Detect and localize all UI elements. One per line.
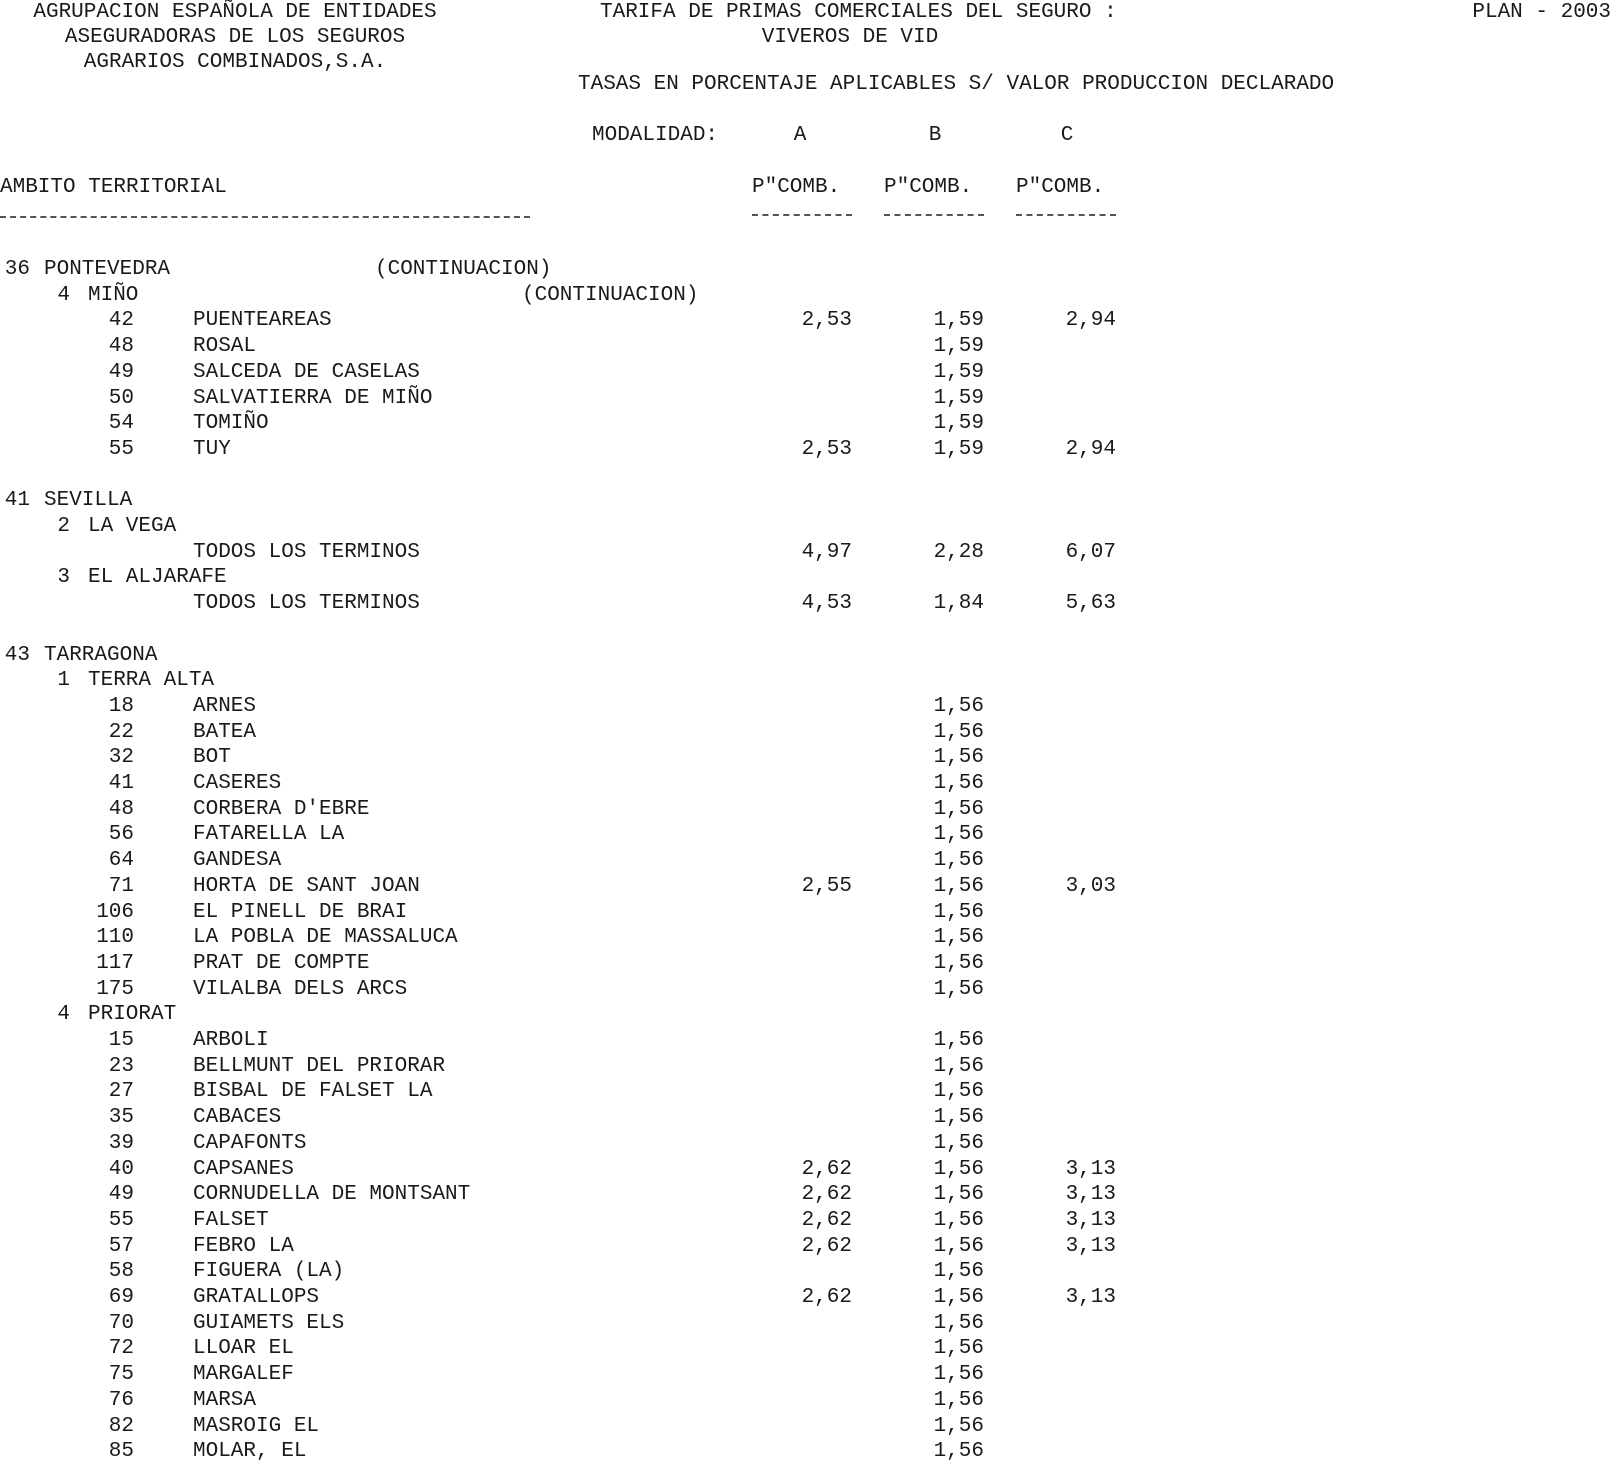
- rate-b: 1,56: [933, 695, 984, 718]
- modalidad-a: A: [793, 124, 807, 147]
- term-code: 35: [108, 1106, 134, 1129]
- term-code: 71: [108, 875, 134, 898]
- term-code: 49: [108, 361, 134, 384]
- term-name: FALSET: [193, 1209, 269, 1232]
- term-code: 55: [108, 1209, 134, 1232]
- term-code: 23: [108, 1055, 134, 1078]
- term-name: CASERES: [193, 772, 282, 795]
- rate-b: 1,56: [933, 849, 984, 872]
- term-name: ROSAL: [193, 335, 257, 358]
- rate-b: 1,56: [933, 1337, 984, 1360]
- rate-a: 2,62: [801, 1286, 852, 1309]
- term-code: 32: [108, 746, 134, 769]
- comarca-name: LA VEGA: [88, 515, 177, 538]
- term-code: 75: [108, 1363, 134, 1386]
- term-name: BISBAL DE FALSET LA: [193, 1080, 433, 1103]
- rate-b: 1,56: [933, 952, 984, 975]
- term-code: 117: [96, 952, 134, 975]
- rate-b: 1,56: [933, 875, 984, 898]
- rate-b: 1,59: [933, 361, 984, 384]
- term-code: 48: [108, 335, 134, 358]
- term-name: TODOS LOS TERMINOS: [193, 541, 420, 564]
- rate-a: 2,62: [801, 1235, 852, 1258]
- rate-a: 2,62: [801, 1209, 852, 1232]
- rate-c: 3,13: [1065, 1158, 1116, 1181]
- tariff-crop: VIVEROS DE VID: [761, 26, 939, 49]
- rate-c: 2,94: [1065, 309, 1116, 332]
- plan-year: PLAN - 2003: [1472, 1, 1611, 24]
- term-name: LLOAR EL: [193, 1337, 294, 1360]
- rate-a: 4,53: [801, 592, 852, 615]
- rate-b: 1,56: [933, 978, 984, 1001]
- term-code: 64: [108, 849, 134, 872]
- comarca-name: MIÑO: [88, 284, 139, 307]
- continuation-note: (CONTINUACION): [375, 258, 552, 281]
- term-code: 56: [108, 823, 134, 846]
- province-code: 36: [4, 258, 30, 281]
- rate-c: 6,07: [1065, 541, 1116, 564]
- rate-b: 1,56: [933, 901, 984, 924]
- term-code: 41: [108, 772, 134, 795]
- comarca-name: EL ALJARAFE: [88, 566, 227, 589]
- term-code: 50: [108, 387, 134, 410]
- rate-c: 2,94: [1065, 438, 1116, 461]
- rate-a: 2,53: [801, 438, 852, 461]
- province-code: 43: [4, 644, 30, 667]
- term-code: 70: [108, 1312, 134, 1335]
- rate-b: 1,56: [933, 823, 984, 846]
- ambito-territorial-header: AMBITO TERRITORIAL: [0, 176, 227, 199]
- rate-b: 1,56: [933, 1209, 984, 1232]
- term-name: BOT: [193, 746, 231, 769]
- rate-b: 1,59: [933, 309, 984, 332]
- term-code: 69: [108, 1286, 134, 1309]
- province-name: TARRAGONA: [44, 644, 158, 667]
- term-name: MARGALEF: [193, 1363, 294, 1386]
- rate-b: 1,56: [933, 1286, 984, 1309]
- term-name: FIGUERA (LA): [193, 1260, 345, 1283]
- term-name: BATEA: [193, 721, 257, 744]
- term-name: FEBRO LA: [193, 1235, 294, 1258]
- rate-a: 2,55: [801, 875, 852, 898]
- comarca-name: TERRA ALTA: [88, 669, 215, 692]
- term-name: SALCEDA DE CASELAS: [193, 361, 420, 384]
- rate-b: 1,59: [933, 387, 984, 410]
- term-name: CAPAFONTS: [193, 1132, 307, 1155]
- rate-b: 1,56: [933, 1080, 984, 1103]
- term-name: EL PINELL DE BRAI: [193, 901, 408, 924]
- term-name: SALVATIERRA DE MIÑO: [193, 387, 433, 410]
- term-name: CORNUDELLA DE MONTSANT: [193, 1183, 471, 1206]
- term-name: PUENTEAREAS: [193, 309, 332, 332]
- term-name: MARSA: [193, 1389, 257, 1412]
- term-name: MASROIG EL: [193, 1415, 320, 1438]
- rate-b: 1,56: [933, 721, 984, 744]
- rate-b: 1,56: [933, 1183, 984, 1206]
- term-name: TOMIÑO: [193, 412, 269, 435]
- rate-a: 2,53: [801, 309, 852, 332]
- province-code: 41: [4, 489, 30, 512]
- term-name: TUY: [193, 438, 231, 461]
- term-code: 55: [108, 438, 134, 461]
- modalidad-b: B: [928, 124, 942, 147]
- modalidad-label: MODALIDAD:: [592, 124, 719, 147]
- term-name: CORBERA D'EBRE: [193, 798, 370, 821]
- rate-c: 3,13: [1065, 1209, 1116, 1232]
- province-name: PONTEVEDRA: [44, 258, 171, 281]
- rate-b: 1,56: [933, 1415, 984, 1438]
- term-name: BELLMUNT DEL PRIORAR: [193, 1055, 446, 1078]
- rate-a: 4,97: [801, 541, 852, 564]
- rate-c: 3,13: [1065, 1235, 1116, 1258]
- term-code: 27: [108, 1080, 134, 1103]
- term-name: ARNES: [193, 695, 257, 718]
- term-name: CAPSANES: [193, 1158, 294, 1181]
- rate-b: 1,59: [933, 438, 984, 461]
- rate-b: 1,56: [933, 1363, 984, 1386]
- term-code: 110: [96, 926, 134, 949]
- term-name: GUIAMETS ELS: [193, 1312, 345, 1335]
- rate-b: 1,56: [933, 1106, 984, 1129]
- term-name: HORTA DE SANT JOAN: [193, 875, 420, 898]
- rate-b: 1,56: [933, 1440, 984, 1463]
- rate-b: 1,56: [933, 1312, 984, 1335]
- comarca-code: 4: [57, 284, 70, 307]
- term-code: 106: [96, 901, 134, 924]
- term-name: VILALBA DELS ARCS: [193, 978, 408, 1001]
- term-code: 175: [96, 978, 134, 1001]
- rate-b: 1,59: [933, 412, 984, 435]
- rate-c: 3,13: [1065, 1183, 1116, 1206]
- comarca-code: 1: [57, 669, 70, 692]
- org-name-line-2: ASEGURADORAS DE LOS SEGUROS: [64, 26, 406, 49]
- col-header-a: P"COMB.: [752, 176, 841, 199]
- rate-c: 3,03: [1065, 875, 1116, 898]
- term-code: 72: [108, 1337, 134, 1360]
- term-code: 42: [108, 309, 134, 332]
- rate-b: 1,56: [933, 1389, 984, 1412]
- col-header-b: P"COMB.: [884, 176, 973, 199]
- rate-b: 1,56: [933, 1158, 984, 1181]
- term-name: TODOS LOS TERMINOS: [193, 592, 420, 615]
- term-code: 40: [108, 1158, 134, 1181]
- term-code: 57: [108, 1235, 134, 1258]
- modalidad-c: C: [1060, 124, 1074, 147]
- term-code: 49: [108, 1183, 134, 1206]
- term-code: 54: [108, 412, 134, 435]
- term-code: 15: [108, 1029, 134, 1052]
- term-name: GANDESA: [193, 849, 282, 872]
- term-name: FATARELLA LA: [193, 823, 345, 846]
- term-name: GRATALLOPS: [193, 1286, 320, 1309]
- rates-subtitle: TASAS EN PORCENTAJE APLICABLES S/ VALOR PRODUCCION DECLARADO: [578, 73, 1335, 96]
- tariff-title: TARIFA DE PRIMAS COMERCIALES DEL SEGURO :: [600, 1, 1117, 24]
- rate-b: 1,59: [933, 335, 984, 358]
- org-name-line-1: AGRUPACION ESPAÑOLA DE ENTIDADES: [33, 1, 437, 24]
- rate-b: 1,56: [933, 1132, 984, 1155]
- comarca-code: 3: [57, 566, 70, 589]
- term-code: 82: [108, 1415, 134, 1438]
- rate-c: 5,63: [1065, 592, 1116, 615]
- rate-b: 1,56: [933, 746, 984, 769]
- rate-b: 1,56: [933, 1260, 984, 1283]
- term-code: 39: [108, 1132, 134, 1155]
- term-name: ARBOLI: [193, 1029, 269, 1052]
- term-name: LA POBLA DE MASSALUCA: [193, 926, 458, 949]
- comarca-name: PRIORAT: [88, 1003, 177, 1026]
- rate-b: 2,28: [933, 541, 984, 564]
- term-code: 18: [108, 695, 134, 718]
- org-name-line-3: AGRARIOS COMBINADOS,S.A.: [83, 51, 387, 74]
- rate-b: 1,56: [933, 1029, 984, 1052]
- continuation-note: (CONTINUACION): [522, 284, 699, 307]
- term-code: 58: [108, 1260, 134, 1283]
- rate-b: 1,56: [933, 1055, 984, 1078]
- rate-b: 1,56: [933, 926, 984, 949]
- comarca-code: 2: [57, 515, 70, 538]
- province-name: SEVILLA: [44, 489, 133, 512]
- term-name: CABACES: [193, 1106, 282, 1129]
- rate-b: 1,56: [933, 798, 984, 821]
- term-code: 76: [108, 1389, 134, 1412]
- term-code: 48: [108, 798, 134, 821]
- comarca-code: 4: [57, 1003, 70, 1026]
- rate-b: 1,56: [933, 772, 984, 795]
- term-name: MOLAR, EL: [193, 1440, 307, 1463]
- col-header-c: P"COMB.: [1016, 176, 1105, 199]
- term-name: PRAT DE COMPTE: [193, 952, 370, 975]
- rate-c: 3,13: [1065, 1286, 1116, 1309]
- term-code: 85: [108, 1440, 134, 1463]
- rate-b: 1,56: [933, 1235, 984, 1258]
- term-code: 22: [108, 721, 134, 744]
- rate-b: 1,84: [933, 592, 984, 615]
- rate-a: 2,62: [801, 1183, 852, 1206]
- rate-a: 2,62: [801, 1158, 852, 1181]
